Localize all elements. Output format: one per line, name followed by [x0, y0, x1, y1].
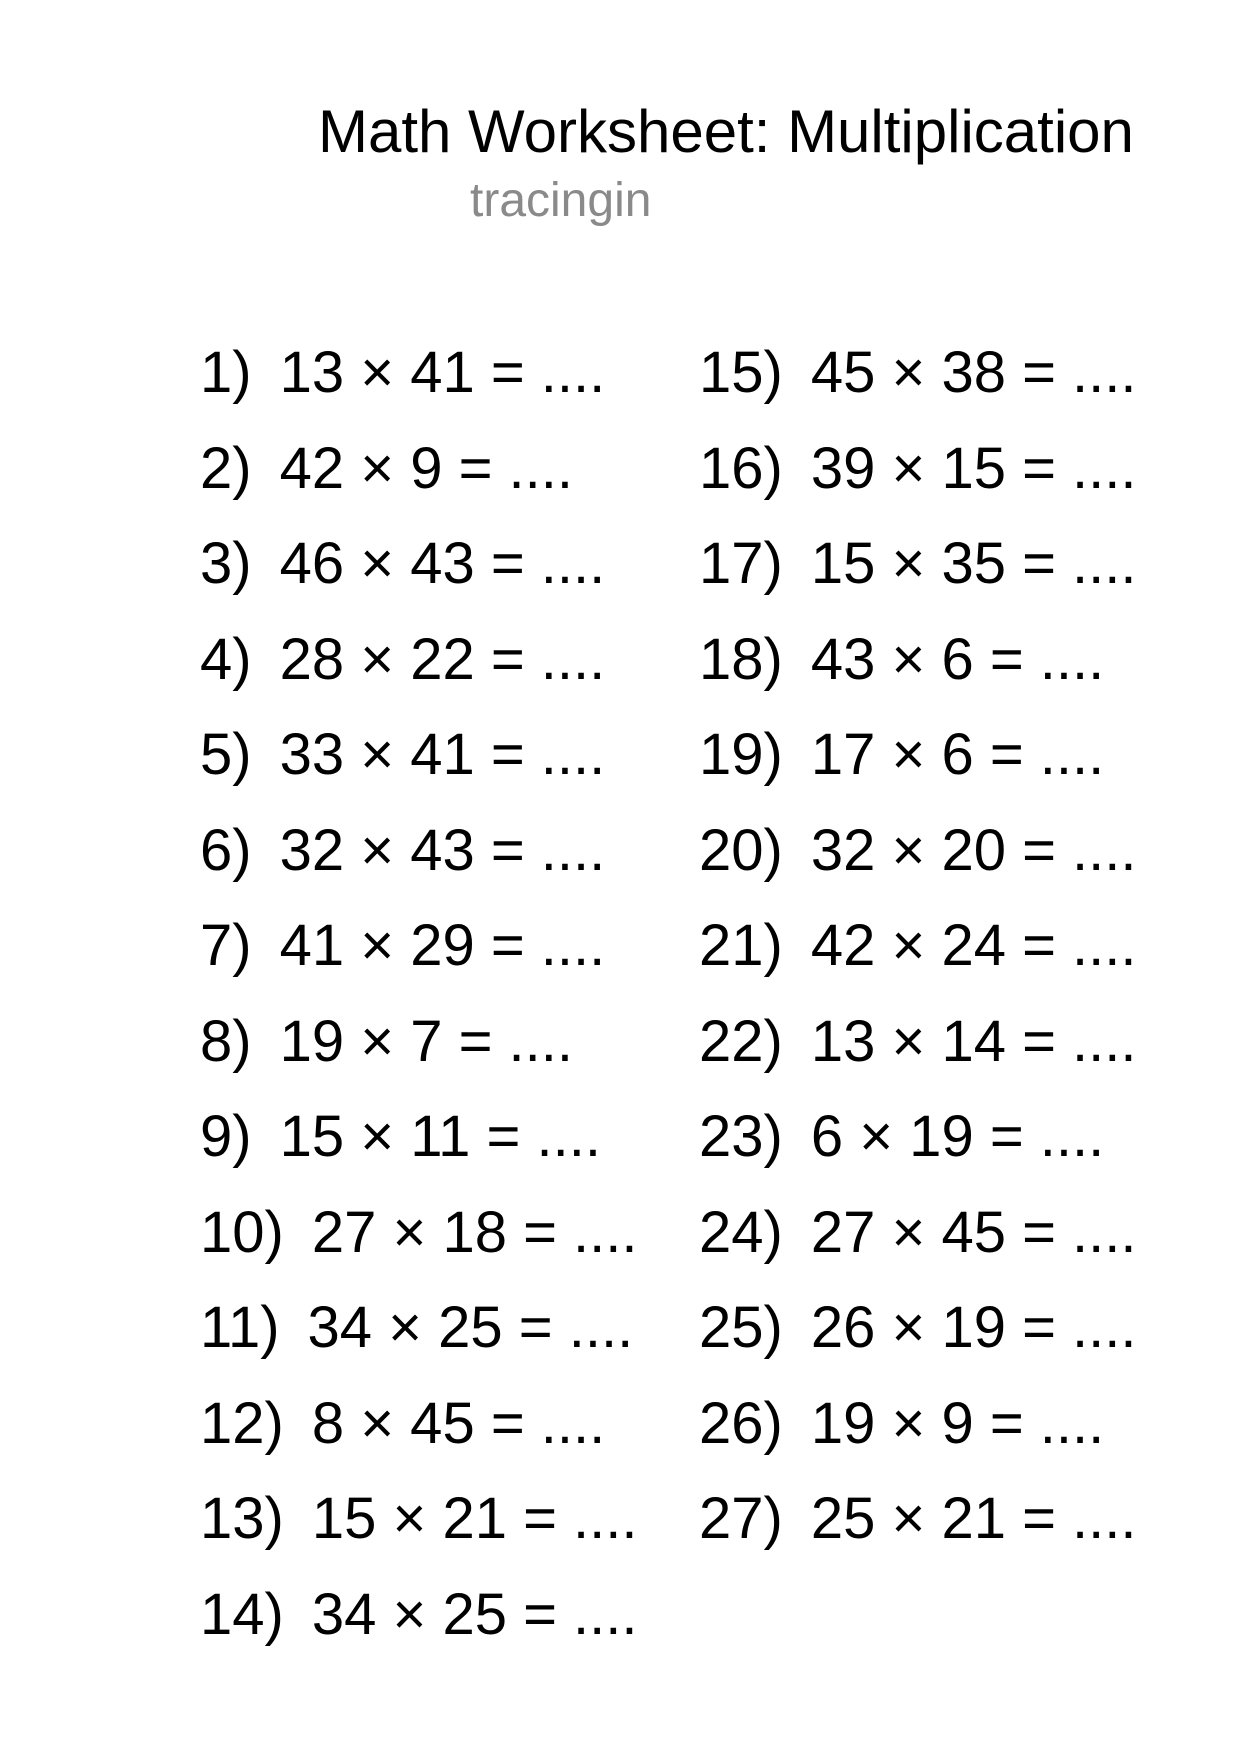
- problem-number: 22): [699, 1008, 783, 1074]
- problem-number: 24): [699, 1199, 783, 1265]
- problem-row: [699, 1376, 1137, 1472]
- problem-expression: 8 × 45 = ....: [311, 1390, 606, 1456]
- problem-expression: 15 × 21 = ....: [311, 1486, 638, 1551]
- problems-column-right: [699, 325, 1137, 1567]
- problem-number: 3): [200, 531, 252, 596]
- problem-number: 13): [200, 1486, 284, 1551]
- problem-expression: 13 × 14 = ....: [810, 1008, 1137, 1074]
- problem-expression: 39 × 15 = ....: [810, 435, 1137, 501]
- problem-row: [200, 1185, 638, 1281]
- problem-expression: 32 × 20 = ....: [810, 817, 1137, 883]
- problem-number: 17): [699, 531, 783, 596]
- problem-expression: 32 × 43 = ....: [279, 817, 606, 883]
- problem-expression: 15 × 11 = ....: [279, 1104, 601, 1169]
- problem-expression: 42 × 9 = ....: [279, 435, 574, 501]
- page-subtitle-watermark: tracingin: [470, 174, 652, 227]
- problem-number: 1): [200, 340, 252, 405]
- problem-expression: 27 × 45 = ....: [810, 1199, 1137, 1265]
- problem-row: [699, 803, 1137, 899]
- problem-expression: 45 × 38 = ....: [810, 340, 1137, 405]
- problem-number: 2): [200, 435, 252, 501]
- problem-number: 8): [200, 1008, 252, 1074]
- problem-expression: 28 × 22 = ....: [279, 626, 606, 692]
- problem-row: [699, 1471, 1137, 1567]
- problem-expression: 19 × 9 = ....: [810, 1390, 1105, 1456]
- problem-number: 14): [200, 1581, 284, 1647]
- problem-row: [699, 516, 1137, 612]
- problem-expression: 19 × 7 = ....: [279, 1008, 574, 1074]
- problem-expression: 17 × 6 = ....: [810, 722, 1105, 787]
- problem-expression: 13 × 41 = ....: [279, 340, 606, 405]
- problem-row: [200, 707, 638, 803]
- problem-number: 12): [200, 1390, 284, 1456]
- problem-number: 21): [699, 913, 783, 978]
- problem-row: [200, 1567, 638, 1663]
- problem-expression: 42 × 24 = ....: [810, 913, 1137, 978]
- problem-number: 15): [699, 340, 783, 405]
- problem-number: 25): [699, 1295, 783, 1360]
- problem-row: [200, 612, 638, 708]
- problem-expression: 34 × 25 = ....: [311, 1581, 638, 1647]
- problem-expression: 6 × 19 = ....: [810, 1104, 1105, 1169]
- problem-row: [699, 1185, 1137, 1281]
- problem-row: [200, 1376, 638, 1472]
- problem-expression: 34 × 25 = ....: [307, 1295, 634, 1360]
- problem-number: 16): [699, 435, 783, 501]
- problem-row: [200, 516, 638, 612]
- problem-expression: 15 × 35 = ....: [810, 531, 1137, 596]
- problem-row: [200, 421, 638, 517]
- problem-expression: 33 × 41 = ....: [279, 722, 606, 787]
- problem-row: [200, 803, 638, 899]
- problem-row: [200, 994, 638, 1090]
- problem-expression: 26 × 19 = ....: [810, 1295, 1137, 1360]
- problem-number: 27): [699, 1486, 783, 1551]
- problem-number: 6): [200, 817, 252, 883]
- problem-row: [699, 898, 1137, 994]
- problem-expression: 43 × 6 = ....: [810, 626, 1105, 692]
- problems-column-left: [200, 325, 638, 1662]
- problem-number: 23): [699, 1104, 783, 1169]
- problem-row: [200, 325, 638, 421]
- problem-row: [200, 1280, 638, 1376]
- problem-row: [699, 421, 1137, 517]
- page-title: Math Worksheet: Multiplication: [318, 98, 1134, 165]
- problem-number: 26): [699, 1390, 783, 1456]
- problem-expression: 46 × 43 = ....: [279, 531, 606, 596]
- problem-row: [699, 994, 1137, 1090]
- problem-expression: 27 × 18 = ....: [311, 1199, 638, 1265]
- problem-number: 19): [699, 722, 783, 787]
- problem-number: 9): [200, 1104, 252, 1169]
- problem-expression: 25 × 21 = ....: [810, 1486, 1137, 1551]
- problem-row: [699, 1280, 1137, 1376]
- problem-expression: 41 × 29 = ....: [279, 913, 606, 978]
- problem-row: [699, 325, 1137, 421]
- problem-number: 10): [200, 1199, 284, 1265]
- problem-row: [699, 612, 1137, 708]
- problem-number: 7): [200, 913, 252, 978]
- problem-row: [200, 1471, 638, 1567]
- problem-row: [200, 1089, 638, 1185]
- problem-number: 4): [200, 626, 252, 692]
- problem-row: [699, 707, 1137, 803]
- problem-row: [699, 1089, 1137, 1185]
- problem-row: [200, 898, 638, 994]
- problem-number: 20): [699, 817, 783, 883]
- problem-number: 11): [200, 1295, 280, 1360]
- problem-number: 18): [699, 626, 783, 692]
- problem-number: 5): [200, 722, 252, 787]
